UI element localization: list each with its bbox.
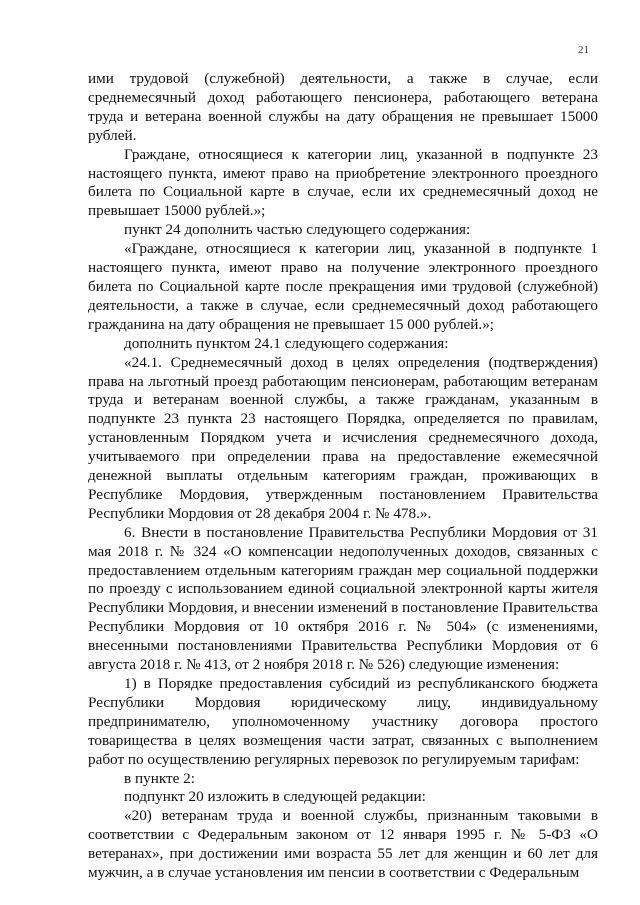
paragraph-6: «24.1. Среднемесячный доход в целях определения (подтверждения) права на льготный проезд работающим пенсионерам, работающим ветеранам труда и ветеранам военной службы, а также гражданам, указанным в подпункте 23 пункта 23 настоящего Порядка, определяется по правилам, установленным Порядком учета и исчисления среднемесячного дохода, учитываемого при определении права на предоставление ежемесячной денежной выплаты отдельным категориям граждан, проживающих в Республике Мордовия, утвержденным постановлением Правительства Республики Мордовия от 28 декабря 2004 г. № 478.». — [88, 353, 598, 522]
paragraph-8: 1) в Порядке предоставления субсидий из республиканского бюджета Республики Мордовия юридическому лицу, индивидуальному предпринимателю, уполномоченному участнику договора простого товарищества в целях возмещения части затрат, связанных с выполнением работ по осуществлению регулярных перевозок по регулируемым тарифам: — [88, 675, 598, 768]
paragraph-1: ими трудовой (служебной) деятельности, а также в случае, если среднемесячный доход работающего пенсионера, работающего ветерана труда и ветерана военной службы на дату обращения не превышает 15000 рублей. — [88, 70, 598, 144]
paragraph-3: пункт 24 дополнить частью следующего содержания: — [124, 221, 471, 239]
paragraph-10: подпункт 20 изложить в следующей редакции: — [124, 788, 426, 806]
paragraph-2: Граждане, относящиеся к категории лиц, указанной в подпункте 23 настоящего пункта, имеют право на приобретение электронного проездного билета по Социальной карте в случае, если их среднемесячный доход не превышает 15000 рублей.»; — [88, 145, 598, 220]
paragraph-11: «20) ветеранам труда и военной службы, признанным таковыми в соответствии с Федеральным законом от 12 января 1995 г. № 5-ФЗ «О ветеранах», при достижении ими возраста 55 лет для женщин и 60 лет для мужчин, а в случае установления им пенсии в соответствии с Федеральным — [88, 807, 598, 882]
paragraph-7: 6. Внести в постановление Правительства Республики Мордовия от 31 мая 2018 г. № 324 «О компенсации недополученных доходов, связанных с предоставлением отдельным категориям граждан мер социальной поддержки по проезду с использованием единой социальной электронной карты жителя Республики Мордовия, и внесении изменений в постановление Правительства Республики Мордовия от 10 октября 2016 г. № 504» (с изменениями, внесенными постановлениями Правительства Республики Мордовия от 6 августа 2018 г. № 413, от 2 ноября 2018 г. № 526) следующие изменения: — [88, 523, 598, 674]
paragraph-4: «Граждане, относящиеся к категории лиц, указанной в подпункте 1 настоящего пункта, имеют право на получение электронного проездного билета по Социальной карте после прекращения ими трудовой (служебной) деятельности, а также в случае, если среднемесячный доход работающего гражданина на дату обращения не превышает 15 000 рублей.»; — [88, 240, 598, 333]
paragraph-9: в пункте 2: — [124, 769, 195, 787]
page-number: 21 — [578, 44, 589, 56]
paragraph-5: дополнить пунктом 24.1 следующего содержания: — [124, 334, 449, 352]
document-body — [88, 70, 598, 883]
